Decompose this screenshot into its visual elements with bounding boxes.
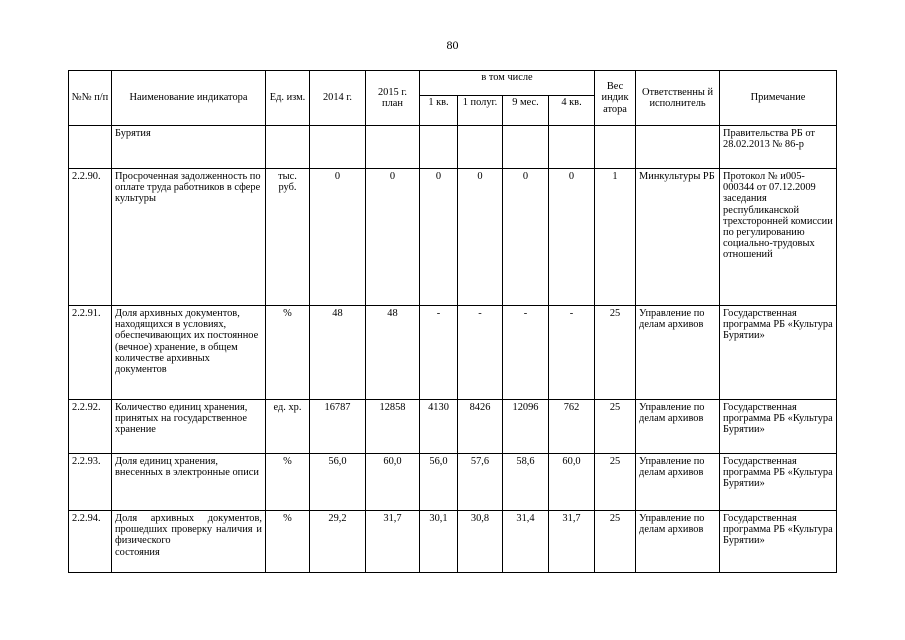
row-num: 2.2.93.	[69, 454, 112, 511]
row-weight: 25	[595, 454, 636, 511]
row-9-months: -	[503, 306, 549, 400]
row-2015: 31,7	[366, 511, 420, 573]
row-half-year	[458, 126, 503, 169]
row-2014: 29,2	[310, 511, 366, 573]
indicators-table	[68, 70, 837, 573]
row-half-year: -	[458, 306, 503, 400]
row-2014: 56,0	[310, 454, 366, 511]
row-name-line: состояния	[115, 546, 160, 558]
row-unit	[266, 126, 310, 169]
row-weight: 25	[595, 306, 636, 400]
row-q4: 0	[549, 169, 595, 306]
row-half-year: 57,6	[458, 454, 503, 511]
row-2015: 0	[366, 169, 420, 306]
row-2015: 48	[366, 306, 420, 400]
row-note: Государственная программа РБ «Культура Бурятии»	[720, 400, 837, 454]
row-note: Государственная программа РБ «Культура Бурятии»	[720, 306, 837, 400]
row-q1: 0	[420, 169, 458, 306]
row-responsible: Управление по делам архивов	[636, 454, 720, 511]
row-name-line: Доля архивных документов, прошедших проверку наличия и физического	[115, 513, 262, 547]
header-half-year: 1 полуг.	[458, 96, 503, 126]
row-9-months: 0	[503, 169, 549, 306]
header-responsible: Ответственны й исполнитель	[636, 71, 720, 126]
row-2015: 12858	[366, 400, 420, 454]
row-name: Просроченная задолженность по оплате труда работников в сфере культуры	[112, 169, 266, 306]
row-2014: 48	[310, 306, 366, 400]
row-2015: 60,0	[366, 454, 420, 511]
row-q1: 30,1	[420, 511, 458, 573]
row-9-months	[503, 126, 549, 169]
row-weight: 25	[595, 400, 636, 454]
row-q4: 762	[549, 400, 595, 454]
row-unit: тыс. руб.	[266, 169, 310, 306]
row-note: Государственная программа РБ «Культура Бурятии»	[720, 511, 837, 573]
row-2015	[366, 126, 420, 169]
row-9-months: 12096	[503, 400, 549, 454]
row-name: Доля единиц хранения, внесенных в электронные описи	[112, 454, 266, 511]
row-num: 2.2.90.	[69, 169, 112, 306]
row-half-year: 8426	[458, 400, 503, 454]
row-q4: 31,7	[549, 511, 595, 573]
row-unit: ед. хр.	[266, 400, 310, 454]
header-weight: Вес индик атора	[595, 71, 636, 126]
row-responsible: Управление по делам архивов	[636, 511, 720, 573]
row-q4	[549, 126, 595, 169]
row-num	[69, 126, 112, 169]
row-9-months: 58,6	[503, 454, 549, 511]
header-2015: 2015 г. план	[366, 71, 420, 126]
row-unit: %	[266, 511, 310, 573]
row-half-year: 0	[458, 169, 503, 306]
row-q1: 56,0	[420, 454, 458, 511]
table-row	[69, 306, 837, 400]
row-num: 2.2.92.	[69, 400, 112, 454]
row-weight	[595, 126, 636, 169]
row-responsible: Управление по делам архивов	[636, 306, 720, 400]
row-num: 2.2.94.	[69, 511, 112, 573]
header-2014: 2014 г.	[310, 71, 366, 126]
row-note: Протокол № и005-000344 от 07.12.2009 заседания республиканской трехсторонней комиссии по регулированию социально-трудовых отношений	[720, 169, 837, 306]
header-note: Примечание	[720, 71, 837, 126]
row-name	[112, 511, 266, 573]
header-name: Наименование индикатора	[112, 71, 266, 126]
row-name: Бурятия	[112, 126, 266, 169]
header-unit: Ед. изм.	[266, 71, 310, 126]
row-2014: 0	[310, 169, 366, 306]
row-note: Государственная программа РБ «Культура Бурятии»	[720, 454, 837, 511]
row-weight: 25	[595, 511, 636, 573]
table-row	[69, 511, 837, 573]
row-num: 2.2.91.	[69, 306, 112, 400]
row-unit: %	[266, 454, 310, 511]
table-row	[69, 400, 837, 454]
row-responsible: Минкультуры РБ	[636, 169, 720, 306]
row-2014: 16787	[310, 400, 366, 454]
table-row	[69, 169, 837, 306]
row-q1	[420, 126, 458, 169]
row-name: Доля архивных документов, находящихся в условиях, обеспечивающих их постоянное (вечное) хранение, в общем количестве архивных документов	[112, 306, 266, 400]
header-row-1	[69, 71, 837, 96]
header-q4: 4 кв.	[549, 96, 595, 126]
row-name: Количество единиц хранения, принятых на государственное хранение	[112, 400, 266, 454]
row-q1: -	[420, 306, 458, 400]
header-9-months: 9 мес.	[503, 96, 549, 126]
row-9-months: 31,4	[503, 511, 549, 573]
row-q1: 4130	[420, 400, 458, 454]
header-num: №№ п/п	[69, 71, 112, 126]
row-note: Правительства РБ от 28.02.2013 № 86-р	[720, 126, 837, 169]
table-row	[69, 454, 837, 511]
table-row	[69, 126, 837, 169]
row-2014	[310, 126, 366, 169]
row-weight: 1	[595, 169, 636, 306]
row-q4: -	[549, 306, 595, 400]
row-responsible	[636, 126, 720, 169]
row-responsible: Управление по делам архивов	[636, 400, 720, 454]
page-number: 80	[446, 38, 459, 52]
header-including: в том числе	[420, 71, 595, 96]
row-half-year: 30,8	[458, 511, 503, 573]
row-q4: 60,0	[549, 454, 595, 511]
row-unit: %	[266, 306, 310, 400]
header-q1: 1 кв.	[420, 96, 458, 126]
